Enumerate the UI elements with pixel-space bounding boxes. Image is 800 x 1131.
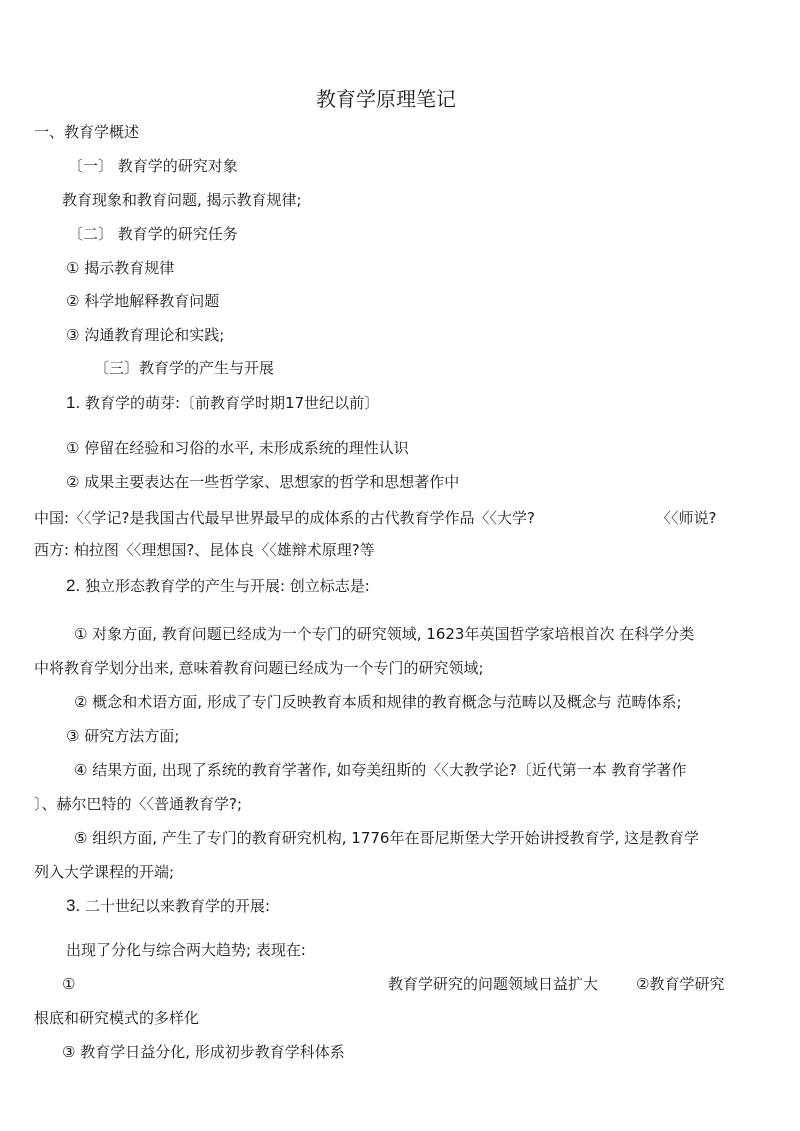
section-heading: 一、教育学概述: [34, 123, 140, 141]
list-item: ③ 教育学日益分化, 形成初步教育学科体系: [62, 1043, 345, 1061]
list-item: ① 对象方面, 教育问题已经成为一个专门的研究领域, 1623年英国哲学家培根首次 在科学分类: [74, 625, 695, 643]
paragraph: 〈〈师说?: [656, 509, 717, 527]
subsection-heading: 〔一〕 教育学的研究对象: [68, 157, 238, 175]
heading-number: 1.: [66, 393, 81, 412]
list-item: ② 概念和术语方面, 形成了专门反映教育本质和规律的教育概念与范畴以及概念与 范畴体系;: [74, 693, 682, 711]
list-item: 教育学研究的问题领域日益扩大: [388, 975, 599, 993]
list-item: ②教育学研究: [636, 975, 725, 993]
list-item: ④ 结果方面, 出现了系统的教育学著作, 如夸美纽斯的〈〈大教学论?〔近代第一本 教育学著作: [74, 761, 687, 779]
list-item: ③ 沟通教育理论和实践;: [66, 326, 225, 344]
list-item: ② 科学地解释教育问题: [66, 292, 220, 310]
heading-text: 独立形态教育学的产生与开展: 创立标志是:: [84, 577, 370, 595]
heading-number: 2.: [66, 576, 81, 595]
heading-text: 二十世纪以来教育学的开展:: [84, 897, 271, 915]
subsection-heading: 〔三〕教育学的产生与开展: [94, 359, 275, 377]
paragraph: 中将教育学划分出来, 意味着教育问题已经成为一个专门的研究领域;: [34, 659, 484, 677]
list-item: ③ 研究方法方面;: [66, 727, 180, 745]
paragraph: 根底和研究模式的多样化: [34, 1009, 200, 1027]
paragraph: 西方: 柏拉图〈〈理想国?、昆体良〈〈雄辩术原理?等: [34, 541, 375, 559]
heading-text: 教育学的萌芽:〔前教育学时期17世纪以前〕: [84, 394, 380, 412]
numbered-heading: [66, 393, 379, 413]
list-item: ① 揭示教育规律: [66, 259, 175, 277]
list-item: ⑤ 组织方面, 产生了专门的教育研究机构, 1776年在哥尼斯堡大学开始讲授教育学, 这是教育学: [74, 829, 700, 847]
document-title: 教育学原理笔记: [316, 87, 456, 111]
paragraph: 教育现象和教育问题, 揭示教育规律;: [62, 191, 302, 209]
heading-number: 3.: [66, 896, 81, 915]
list-marker: ①: [62, 975, 76, 993]
paragraph: 中国:〈〈学记?是我国古代最早世界最早的成体系的古代教育学作品〈〈大学?: [34, 509, 535, 527]
list-item: ② 成果主要表达在一些哲学家、思想家的哲学和思想著作中: [66, 473, 460, 491]
numbered-heading: [66, 896, 270, 916]
paragraph: 列入大学课程的开端;: [34, 863, 175, 881]
paragraph: 〕、赫尔巴特的〈〈普通教育学?;: [34, 795, 243, 813]
list-item: ① 停留在经验和习俗的水平, 未形成系统的理性认识: [66, 439, 409, 457]
subsection-heading: 〔二〕 教育学的研究任务: [68, 225, 238, 243]
numbered-heading: [66, 576, 370, 596]
paragraph: 出现了分化与综合两大趋势; 表现在:: [66, 941, 306, 959]
